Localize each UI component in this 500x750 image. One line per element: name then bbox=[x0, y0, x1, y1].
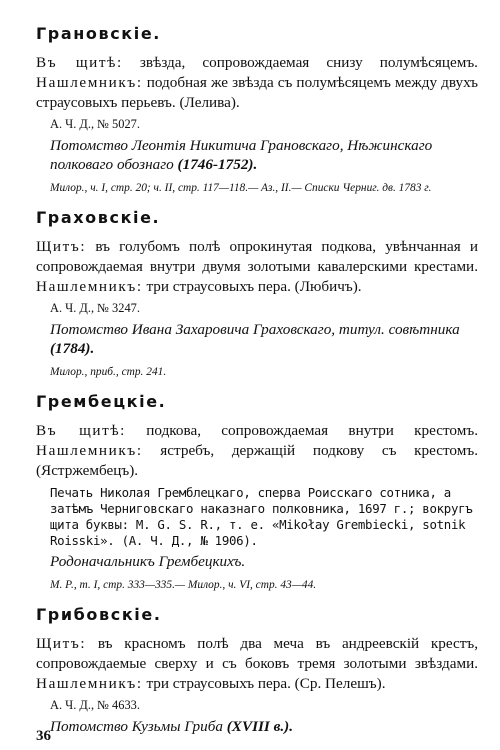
helmet-text: ястребъ, держащій подкову съ крестомъ. (Ястржембецъ). bbox=[36, 442, 478, 479]
helmet-label: Нашлемникъ: bbox=[36, 675, 143, 692]
helmet-label: Нашлемникъ: bbox=[36, 442, 143, 459]
lineage-text bbox=[50, 136, 478, 174]
shield-label: Щитъ: bbox=[36, 238, 87, 255]
entry-grakhovskie bbox=[36, 208, 478, 380]
entry-grembetskie bbox=[36, 392, 478, 593]
shield-text: въ красномъ полѣ два меча въ андреевскій крестъ, сопровождаемые сверху и съ боковъ тремя золотыми звѣздами. bbox=[36, 635, 478, 672]
archive-reference: А. Ч. Д., № 4633. bbox=[50, 698, 140, 712]
shield-label: Въ щитѣ: bbox=[36, 422, 126, 439]
shield-text: звѣзда, сопровождаемая снизу полумѣсяцемъ. bbox=[122, 54, 478, 71]
coat-of-arms-description bbox=[36, 421, 478, 481]
shield-text: подкова, сопровождаемая внутри крестомъ. bbox=[126, 422, 478, 439]
lineage: Потомство Кузьмы Гриба bbox=[50, 718, 227, 735]
lineage-text bbox=[50, 717, 478, 736]
lineage: Потомство Ивана Захаровича Граховскаго, титул. совѣтника bbox=[50, 321, 460, 338]
lineage-text bbox=[50, 320, 478, 358]
page-number: 36 bbox=[36, 728, 51, 744]
shield-text: въ голубомъ полѣ опрокинутая подкова, увѣнчанная и сопровождаемая внутри двумя золотыми кавалерскими крестами. bbox=[36, 238, 478, 275]
lineage-text bbox=[50, 552, 478, 571]
family-name: Грановскіе. bbox=[36, 24, 161, 43]
lineage: Родоначальникъ Грембецкихъ. bbox=[50, 553, 246, 570]
lineage-years: (1746-1752). bbox=[177, 156, 258, 173]
entry-granovskie bbox=[36, 24, 478, 196]
helmet-text: три страусовыхъ пера. (Любичъ). bbox=[142, 278, 362, 295]
sources: Милор., ч. I, стр. 20; ч. II, стр. 117—118.— Аз., II.— Списки Черниг. дв. 1783 г. bbox=[50, 182, 432, 194]
coat-of-arms-description bbox=[36, 53, 478, 113]
document-page bbox=[36, 24, 478, 736]
archive-reference: А. Ч. Д., № 3247. bbox=[50, 301, 140, 315]
sources: Милор., приб., стр. 241. bbox=[50, 366, 167, 378]
helmet-text: три страусовыхъ пера. (Ср. Пелешъ). bbox=[142, 675, 386, 692]
helmet-label: Нашлемникъ: bbox=[36, 74, 143, 91]
family-name: Грибовскіе. bbox=[36, 605, 162, 624]
helmet-text: подобная же звѣзда съ полумѣсяцемъ между двухъ страусовыхъ перьевъ. (Лелива). bbox=[36, 74, 478, 111]
archive-reference: А. Ч. Д., № 5027. bbox=[50, 117, 140, 131]
coat-of-arms-description bbox=[36, 634, 478, 694]
helmet-label: Нашлемникъ: bbox=[36, 278, 143, 295]
lineage-years: (1784). bbox=[50, 340, 95, 357]
family-name: Граховскіе. bbox=[36, 208, 161, 227]
coat-of-arms-description bbox=[36, 237, 478, 297]
shield-label: Щитъ: bbox=[36, 635, 87, 652]
lineage-years: (XVIII в.). bbox=[226, 718, 294, 735]
entry-gribovskie bbox=[36, 605, 478, 736]
family-name: Грембецкіе. bbox=[36, 392, 167, 411]
shield-label: Въ щитѣ: bbox=[36, 54, 123, 71]
lineage: Потомство Леонтія Никитича Грановскаго, Нѣжинскаго полковаго обознаго bbox=[50, 137, 433, 173]
sources: М. Р., т. I, стр. 333—335.— Милор., ч. VI, стр. 43—44. bbox=[50, 579, 317, 591]
seal-description: Печать Николая Гремблецкаго, сперва Роисскаго сотника, а затѣмъ Черниговскаго наказнаго полковника, 1697 г.; вокругъ щита буквы: M. G. S. R., т. е. «Mikołay Grembiecki, sotnik Roisski». (А. Ч. Д., № 1906). bbox=[50, 485, 473, 548]
